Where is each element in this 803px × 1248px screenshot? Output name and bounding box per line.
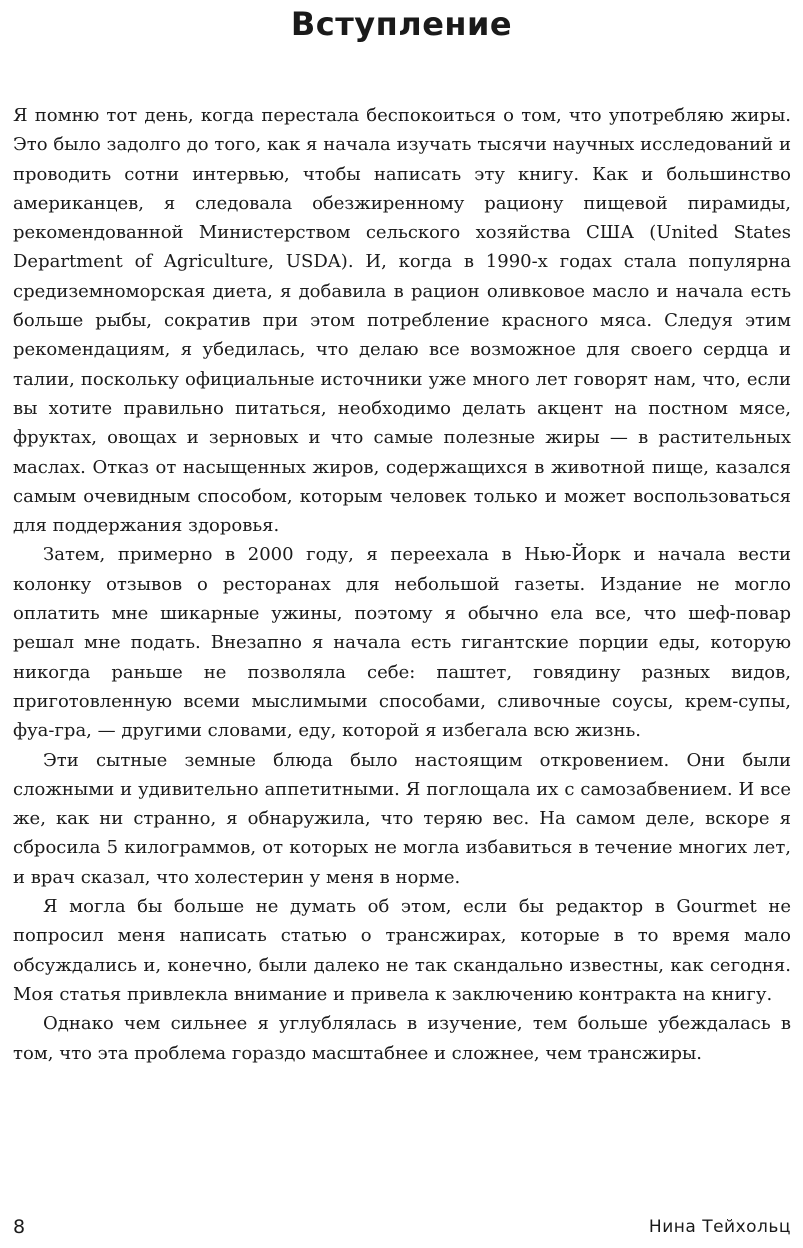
paragraph-3: Эти сытные земные блюда было настоящим откровением. Они были сложными и удивительно аппетитными. Я поглощала их с самозабвением. И все же, как ни странно, я обнаружила, что теряю вес. На самом деле, вскоре я сбросила 5 килограммов, от которых не могла избавиться в течение многих лет, и врач сказал, что холестерин у меня в норме. <box>13 749 791 888</box>
paragraph-1: Я помню тот день, когда перестала беспокоиться о том, что употребляю жиры. Это было задолго до того, как я начала изучать тысячи научных исследований и проводить сотни интервью, чтобы написать эту книгу. Как и большинство американцев, я следовала обезжиренному рациону пищевой пирамиды, рекомендованной Министерством сельского хозяйства США (United States Department of Agriculture, USDA). И, когда в 1990-х годах стала популярна средиземноморская диета, я добавила в рацион оливковое масло и начала есть больше рыбы, сократив при этом потребление красного мяса. Следуя этим рекомендациям, я убедилась, что делаю все возможное для своего сердца и талии, поскольку официальные источники уже много лет говорят нам, что, если вы хотите правильно питаться, необходимо делать акцент на постном мясе, фруктах, овощах и зерновых и что самые полезные жиры — в растительных маслах. Отказ от насыщенных жиров, содержащихся в животной пище, казался самым очевидным способом, которым человек только и может воспользоваться для поддержания здоровья. <box>13 105 791 537</box>
page-footer <box>13 1212 791 1242</box>
chapter-title: Вступление <box>290 5 513 43</box>
paragraph-5: Однако чем сильнее я углублялась в изучение, тем больше убеждалась в том, что эта проблема гораздо масштабнее и сложнее, чем трансжиры. <box>13 1013 791 1064</box>
paragraph-4: Я могла бы больше не думать об этом, если бы редактор в Gourmet не попросил меня написать статью о трансжирах, которые в то время мало обсуждались и, конечно, были далеко не так скандально известны, как сегодня. Моя статья привлекла внимание и привела к заключению контракта на книгу. <box>13 896 791 1005</box>
running-author: Нина Тейхольц <box>648 1217 791 1237</box>
paragraph-2: Затем, примерно в 2000 году, я переехала в Нью-Йорк и начала вести колонку отзывов о ресторанах для небольшой газеты. Издание не могло оплатить мне шикарные ужины, поэтому я обычно ела все, что шеф-повар решал мне подать. Внезапно я начала есть гигантские порции еды, которую никогда раньше не позволяла себе: паштет, говядину разных видов, приготовленную всеми мыслимыми способами, сливочные соусы, крем-супы, фуа-гра, — другими словами, еду, которой я избегала всю жизнь. <box>13 544 791 742</box>
page-number: 8 <box>13 1216 26 1238</box>
body-text <box>13 101 791 1068</box>
